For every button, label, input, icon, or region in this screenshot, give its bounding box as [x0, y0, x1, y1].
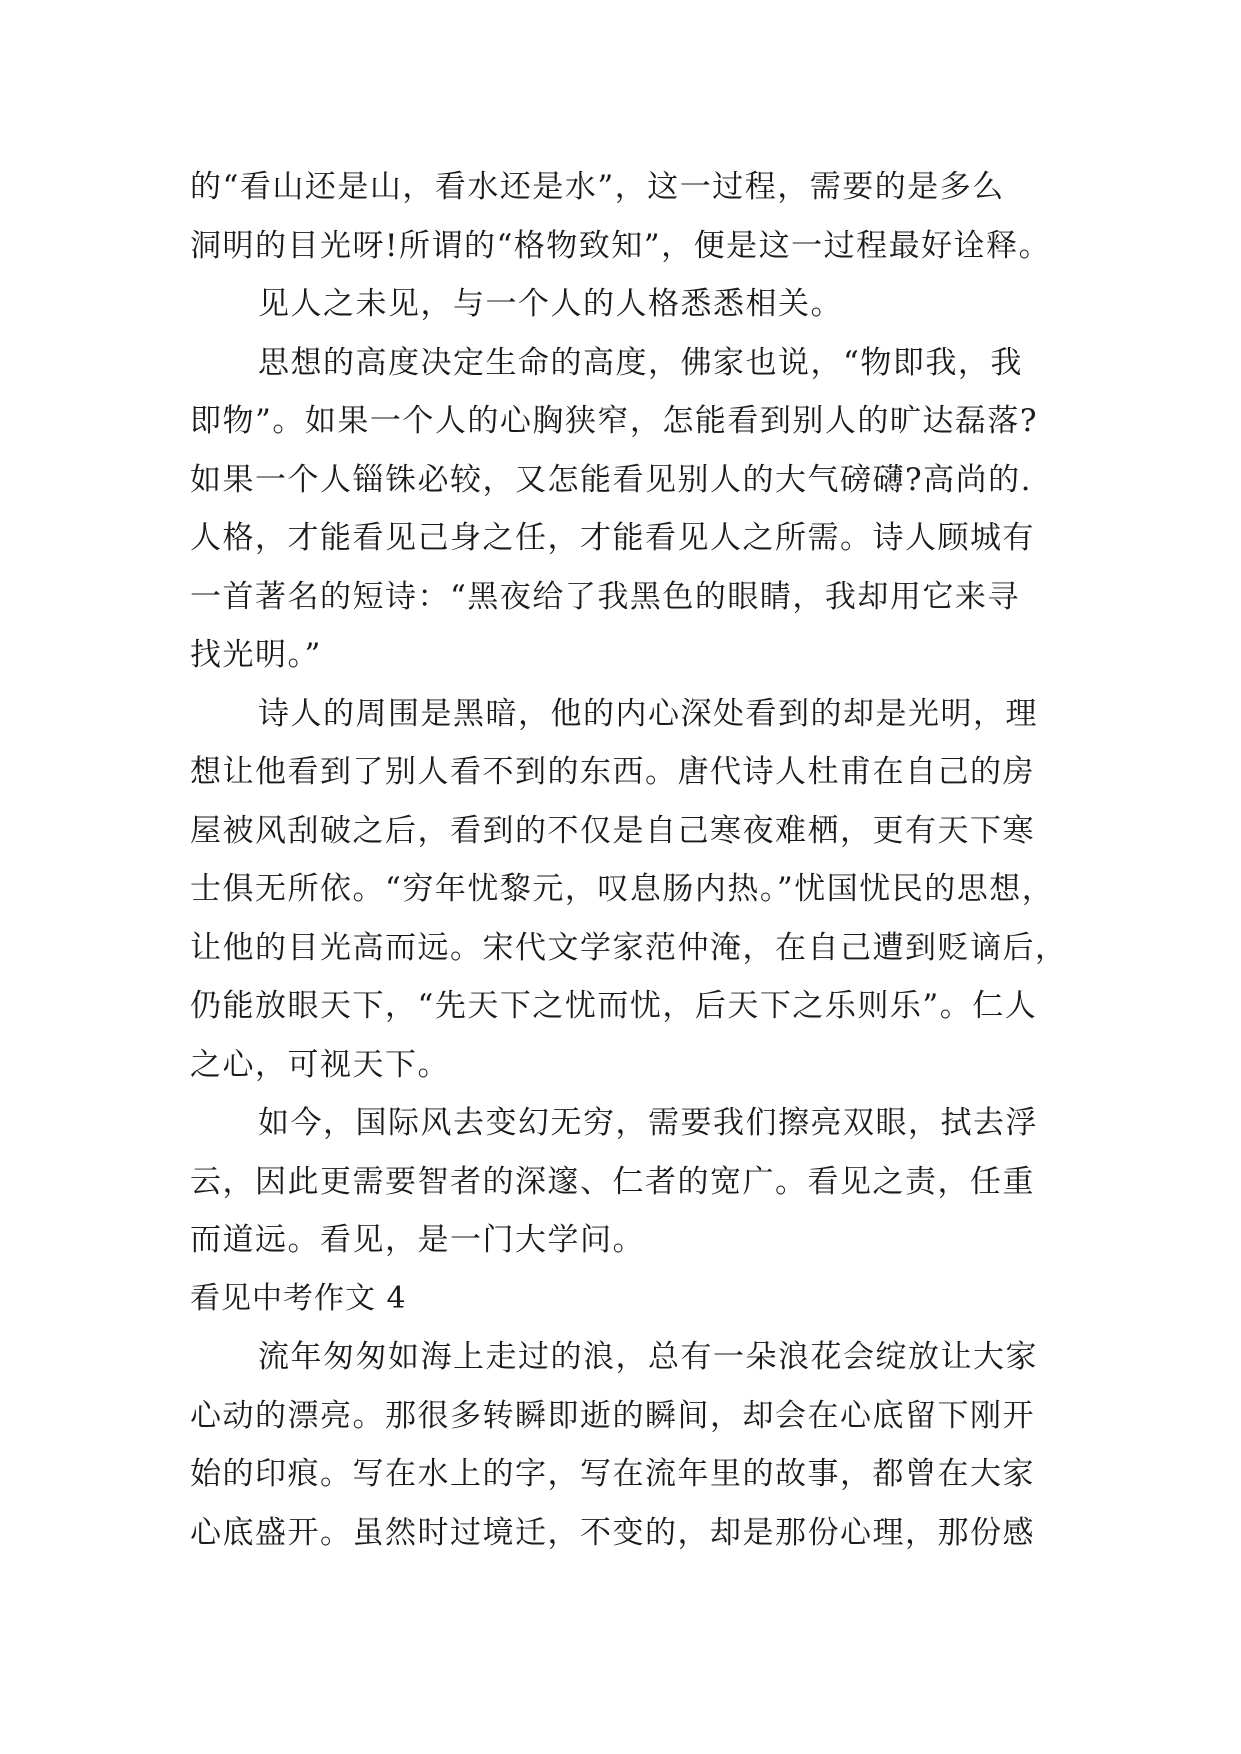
text-line: 洞明的目光呀!所谓的“格物致知”，便是这一过程最好诠释。 [190, 227, 1052, 264]
text-line: 人格，才能看见己身之任，才能看见人之所需。诗人顾城有 [190, 520, 1035, 556]
essay-body [190, 158, 1068, 1562]
text-line: 仍能放眼天下，“先天下之忧而忧，后天下之乐则乐”。仁人 [190, 988, 1038, 1024]
text-line: 而道远。看见，是一门大学问。 [190, 1222, 645, 1258]
paragraph-line: 见人之未见，与一个人的人格悉悉相关。 [258, 286, 843, 322]
text-line: 云，因此更需要智者的深邃、仁者的宽广。看见之责，任重 [190, 1163, 1035, 1200]
paragraph-line: 如今，国际风去变幻无穷，需要我们擦亮双眼，拭去浮 [258, 1105, 1038, 1141]
text-line: 屋被风刮破之后，看到的不仅是自己寒夜难栖，更有天下寒 [190, 812, 1035, 849]
paragraph-line: 流年匆匆如海上走过的浪，总有一朵浪花会绽放让大家 [258, 1339, 1038, 1375]
paragraph-line: 诗人的周围是黑暗，他的内心深处看到的却是光明，理 [258, 695, 1038, 732]
text-line: 始的印痕。写在水上的字，写在流年里的故事，都曾在大家 [190, 1456, 1035, 1492]
text-line: 心动的漂亮。那很多转瞬即逝的瞬间，却会在心底留下刚开 [190, 1397, 1035, 1434]
paragraph-line: 思想的高度决定生命的高度，佛家也说，“物即我，我 [258, 344, 1023, 381]
text-line: 即物”。如果一个人的心胸狭窄，怎能看到别人的旷达磊落? [190, 403, 1038, 439]
text-line: 让他的目光高而远。宋代文学家范仲淹，在自己遭到贬谪后， [190, 929, 1068, 966]
text-line: 之心，可视天下。 [190, 1046, 450, 1083]
text-line: 士俱无所依。“穷年忧黎元，叹息肠内热。”忧国忧民的思想， [190, 871, 1055, 907]
text-line: 一首著名的短诗：“黑夜给了我黑色的眼睛，我却用它来寻 [190, 578, 1020, 615]
text-line: 心底盛开。虽然时过境迁，不变的，却是那份心理，那份感 [190, 1514, 1035, 1551]
text-line: 的“看山还是山，看水还是水”，这一过程，需要的是多么 [190, 169, 1005, 205]
text-line: 想让他看到了别人看不到的东西。唐代诗人杜甫在自己的房 [190, 754, 1035, 790]
text-line: 找光明。” [190, 637, 322, 673]
section-heading: 看见中考作文 4 [190, 1280, 407, 1316]
text-line: 如果一个人锱铢必较，又怎能看见别人的大气磅礴?高尚的. [190, 461, 1032, 498]
